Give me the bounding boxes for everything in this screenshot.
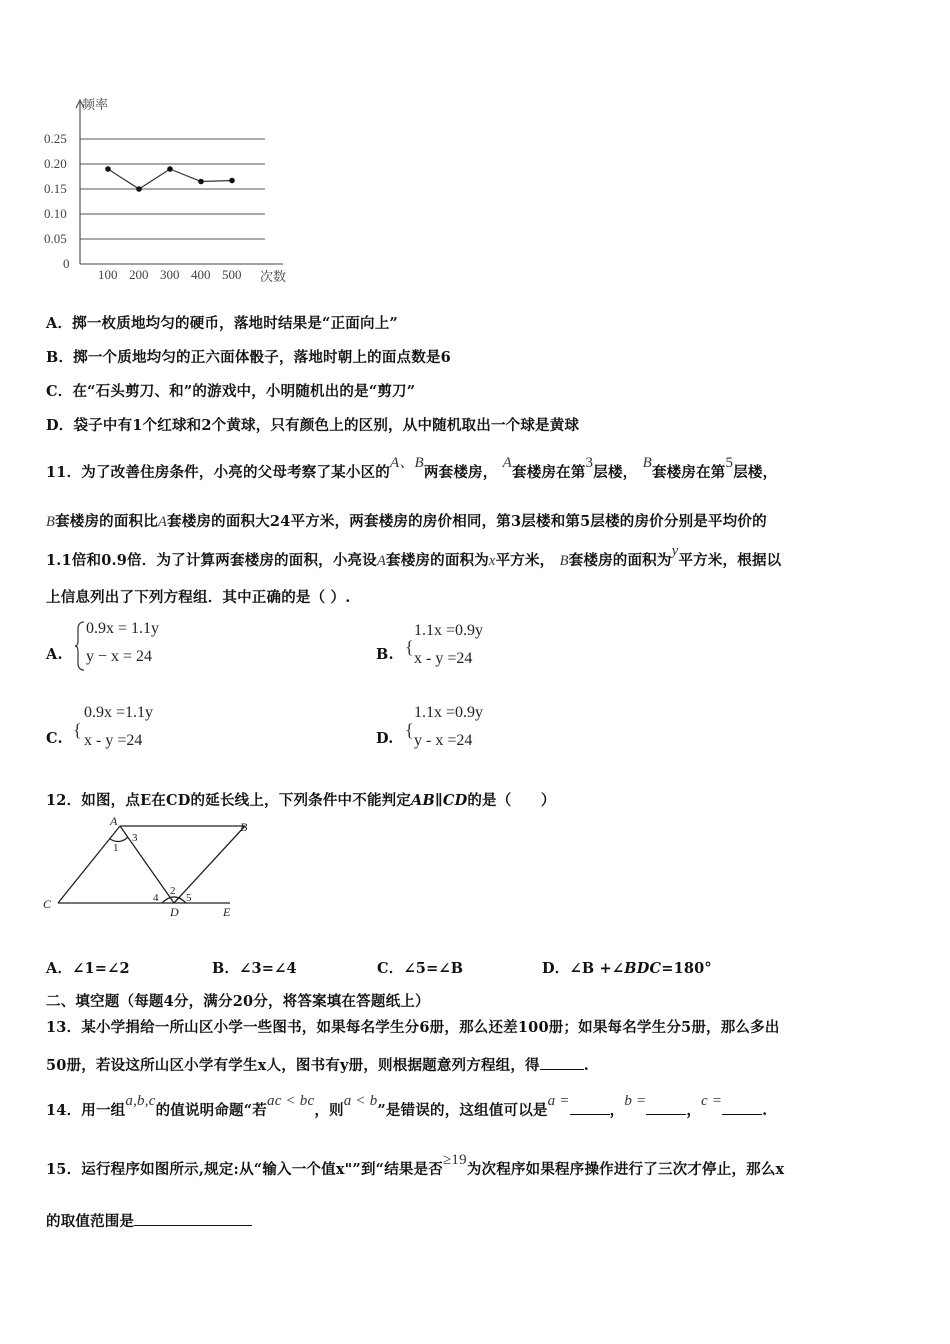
brace-icon: {: [405, 720, 414, 740]
q11-text: 两套楼房，: [423, 464, 498, 481]
q12-text: 的是（ ）: [467, 792, 556, 809]
q15-condition: ≥19: [443, 1152, 467, 1168]
fig-label-c: C: [43, 897, 52, 911]
q11-text: 11．为了改善住房条件，小亮的父母考察了某小区的: [46, 464, 390, 481]
q15-line-2: [46, 1210, 252, 1231]
q14-var: ac < bc: [267, 1093, 315, 1109]
q15-text: 15．运行程序如图所示,规定:从“输入一个值x"”到“结果是否: [46, 1161, 443, 1178]
q14-var: c =: [701, 1093, 723, 1109]
chart-x-axis-label: 次数: [260, 269, 287, 284]
q10-option-d: D．袋子中有1个红球和2个黄球，只有颜色上的区别，从中随机取出一个球是黄球: [46, 417, 580, 434]
q13-line-1: 13．某小学捐给一所山区小学一些图书，如果每名学生分6册，那么还差100册；如果每名学生分5册，那么多出: [46, 1019, 780, 1036]
q11-option-b-label: B.: [376, 646, 394, 663]
brace-icon: {: [73, 720, 82, 740]
fig-angle-3: 3: [132, 832, 138, 844]
q11-line-1: [46, 455, 778, 482]
q14-var: b =: [624, 1093, 647, 1109]
q11-var: B: [642, 455, 652, 471]
q11-line-2: [46, 510, 767, 531]
q14-text: 14．用一组: [46, 1102, 126, 1119]
chart-x-tick-label: 500: [222, 267, 242, 282]
q11-var: B: [559, 553, 569, 569]
q12-option-d: [542, 957, 712, 978]
q13-line-2: [46, 1054, 589, 1075]
q15-text: 的取值范围是: [46, 1213, 135, 1230]
fig-angle-2: 2: [170, 885, 176, 897]
q11-a-eq1: 0.9x = 1.1y: [86, 620, 160, 637]
q12-option-a: A．∠1=∠2: [46, 960, 130, 977]
fig-angle-1: 1: [113, 842, 119, 854]
q11-b-eq2: x - y =24: [414, 650, 473, 667]
q11-b-eq1: 1.1x =0.9y: [414, 622, 484, 639]
chart-y-tick-label: 0.05: [44, 231, 67, 246]
q11-text: 平方米，: [495, 552, 555, 569]
q12-parallel: AB∥CD: [411, 792, 468, 809]
q13-text: .: [583, 1057, 589, 1074]
q12-option-c: C．∠5=∠B: [377, 960, 464, 977]
q11-var: B: [46, 514, 56, 530]
chart-x-tick-label: 200: [129, 267, 149, 282]
q15-answer-blank[interactable]: [134, 1211, 252, 1226]
q11-a-eq2: y − x = 24: [86, 648, 153, 665]
q11-d-eq2: y - x =24: [414, 732, 473, 749]
q11-var: x: [488, 553, 496, 569]
fig-angle-5: 5: [186, 892, 192, 904]
q11-var: A、B: [389, 455, 424, 471]
q12-text: 12．如图，点E在CD的延长线上，下列条件中不能判定: [46, 792, 412, 809]
q14-text: ”是错误的，这组值可以是: [377, 1102, 548, 1119]
fig-angle-4: 4: [153, 892, 159, 904]
q11-option-a-label: A.: [46, 646, 63, 663]
q11-text: 套楼房在第: [651, 464, 726, 481]
q14-var: a =: [547, 1093, 570, 1109]
brace-icon: {: [405, 637, 414, 657]
q11-text: 套楼房的面积为: [386, 552, 489, 569]
q14-line: [46, 1093, 768, 1120]
q14-var: a < b: [343, 1093, 378, 1109]
q11-text: 平方米，根据以: [678, 552, 782, 569]
chart-y-tick-label: 0.25: [44, 131, 67, 146]
parallelogram-figure: [40, 815, 250, 920]
q11-var: A: [502, 455, 513, 471]
q15-line-1: [46, 1152, 785, 1179]
q11-var: A: [376, 553, 387, 569]
q11-var: A: [157, 514, 168, 530]
chart-x-tick-label: 400: [191, 267, 211, 282]
q12-stem: [46, 789, 556, 810]
fig-label-e: E: [223, 905, 231, 919]
chart-y-tick-label: 0.20: [44, 156, 67, 171]
q11-var: y: [671, 543, 679, 559]
frequency-line-chart: [30, 90, 310, 290]
q11-text: 套楼房在第: [512, 464, 586, 481]
q11-line-3: [46, 543, 782, 570]
q12-angle-name: BDC: [624, 960, 662, 977]
chart-data-point: [136, 186, 142, 192]
q11-d-eq1: 1.1x =0.9y: [414, 704, 484, 721]
q10-option-a: A．掷一枚质地均匀的硬币，落地时结果是“正面向上”: [46, 315, 398, 332]
chart-data-point: [167, 166, 173, 172]
q11-text: 层楼，: [593, 464, 638, 481]
q10-option-c: C．在“石头剪刀、和”的游戏中，小明随机出的是“剪刀”: [46, 383, 416, 400]
q14-text: 的值说明命题“若: [155, 1102, 268, 1119]
q11-text: 套楼房的面积为: [568, 552, 672, 569]
section-2-heading: 二、填空题（每题4分，满分20分，将答案填在答题纸上）: [46, 993, 430, 1010]
q14-b-blank[interactable]: [646, 1100, 686, 1115]
chart-y-tick-label: 0: [63, 256, 70, 271]
q14-text: ，: [609, 1102, 625, 1119]
q11-text: 套楼房的面积比: [55, 513, 158, 530]
chart-y-tick-label: 0.15: [44, 181, 67, 196]
q14-c-blank[interactable]: [722, 1100, 762, 1115]
chart-y-axis-label: 频率: [82, 97, 109, 112]
q10-option-b: B．掷一个质地均匀的正六面体骰子，落地时朝上的面点数是6: [46, 349, 451, 366]
q11-option-d-label: D.: [376, 730, 394, 747]
chart-x-tick-label: 300: [160, 267, 180, 282]
fig-label-d: D: [170, 905, 179, 919]
q13-answer-blank[interactable]: [540, 1055, 584, 1070]
q12-option-b: B．∠3=∠4: [212, 960, 297, 977]
q11-text: 层楼，: [733, 464, 778, 481]
chart-x-tick-label: 100: [98, 267, 118, 282]
chart-data-point: [229, 178, 235, 184]
chart-series-line: [108, 169, 232, 189]
q11-c-eq2: x - y =24: [84, 732, 143, 749]
q11-var: 5: [725, 455, 734, 471]
q15-text: 为次程序如果程序操作进行了三次才停止，那么x: [466, 1161, 785, 1178]
chart-grid: [80, 139, 265, 239]
q14-var: a,b,c: [125, 1093, 156, 1109]
chart-series: [105, 166, 235, 192]
q14-a-blank[interactable]: [570, 1100, 610, 1115]
chart-data-point: [198, 179, 204, 185]
q11-text: 套楼房的面积大24平方米，两套楼房的房价相同，第3层楼和第5层楼的房价分别是平均价的: [167, 513, 767, 530]
q12-text: =180°: [661, 960, 712, 977]
q11-line-4: 上信息列出了下列方程组．其中正确的是（ ）.: [46, 589, 351, 606]
fig-label-a: A: [110, 815, 118, 828]
q12-text: D．∠B +∠: [542, 960, 625, 977]
q11-var: 3: [585, 455, 594, 471]
brace-icon: [74, 621, 86, 671]
q11-option-c-label: C.: [46, 730, 63, 747]
chart-ticks: [44, 131, 242, 282]
q14-text: ，则: [314, 1102, 344, 1119]
q14-text: ，: [686, 1102, 702, 1119]
q11-c-eq1: 0.9x =1.1y: [84, 704, 154, 721]
q14-text: .: [762, 1102, 768, 1119]
chart-y-tick-label: 0.10: [44, 206, 67, 221]
fig-label-b: B: [240, 820, 248, 834]
chart-data-point: [105, 166, 111, 172]
q11-text: 1.1倍和0.9倍．为了计算两套楼房的面积，小亮设: [46, 552, 377, 569]
q13-text: 50册，若设这所山区小学有学生x人，图书有y册，则根据题意列方程组，得: [46, 1057, 540, 1074]
